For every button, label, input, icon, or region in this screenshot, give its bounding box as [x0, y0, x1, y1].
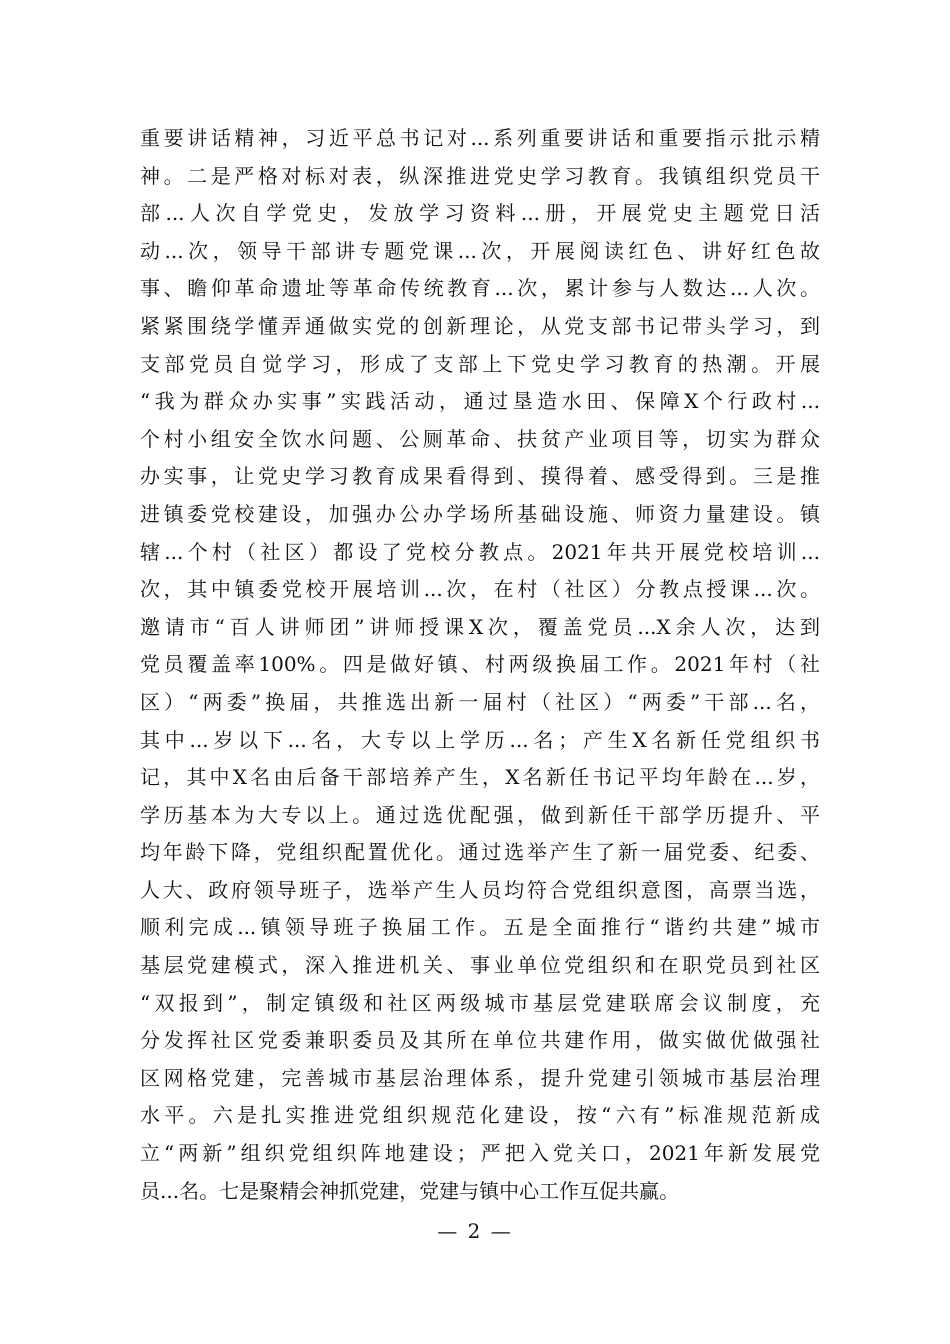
text-line: “双报到”，制定镇级和社区两级城市基层党建联席会议制度，充 — [140, 990, 820, 1015]
text-line: 人大、政府领导班子，选举产生人员均符合党组织意图，高票当选， — [140, 877, 820, 902]
text-line: 顺利完成...镇领导班子换届工作。五是全面推行“谐约共建”城市 — [140, 915, 820, 940]
text-line: 辖...个村（社区）都设了党校分教点。2021年共开展党校培训... — [140, 539, 820, 564]
text-line: 均年龄下降，党组织配置优化。通过选举产生了新一届党委、纪委、 — [140, 840, 820, 865]
text-line: 动...次，领导干部讲专题党课...次，开展阅读红色、讲好红色故 — [140, 238, 820, 263]
text-line: 基层党建模式，深入推进机关、事业单位党组织和在职党员到社区 — [140, 953, 820, 978]
text-line: 党员覆盖率100%。四是做好镇、村两级换届工作。2021年村（社 — [140, 652, 820, 677]
body-paragraph — [140, 120, 820, 1210]
text-line: 办实事，让党史学习教育成果看得到、摸得着、感受得到。三是推 — [140, 464, 820, 489]
text-line: 进镇委党校建设，加强办公办学场所基础设施、师资力量建设。镇 — [140, 501, 820, 526]
text-line: 次，其中镇委党校开展培训...次，在村（社区）分教点授课...次。 — [140, 577, 820, 602]
text-line: 紧紧围绕学懂弄通做实党的创新理论，从党支部书记带头学习，到 — [140, 313, 820, 338]
text-line: 分发挥社区党委兼职委员及其所在单位共建作用，做实做优做强社 — [140, 1028, 820, 1053]
text-line: 个村小组安全饮水问题、公厕革命、扶贫产业项目等，切实为群众 — [140, 426, 820, 451]
text-line: 水平。六是扎实推进党组织规范化建设，按“六有”标准规范新成 — [140, 1103, 820, 1128]
text-line: 部...人次自学党史，发放学习资料...册，开展党史主题党日活 — [140, 201, 820, 226]
text-line: 区网格党建，完善城市基层治理体系，提升党建引领城市基层治理 — [140, 1065, 820, 1090]
text-line: “我为群众办实事”实践活动，通过垦造水田、保障X个行政村... — [140, 389, 820, 414]
text-line: 重要讲话精神，习近平总书记对...系列重要讲话和重要指示批示精 — [140, 126, 820, 150]
page-number: — 2 — — [437, 1219, 513, 1243]
text-line: 员...名。七是聚精会神抓党建，党建与镇中心工作互促共赢。 — [140, 1178, 680, 1203]
text-line: 神。二是严格对标对表，纵深推进党史学习教育。我镇组织党员干 — [140, 163, 820, 188]
text-line: 立“两新”组织党组织阵地建设；严把入党关口，2021年新发展党 — [140, 1141, 820, 1166]
text-line: 事、瞻仰革命遗址等革命传统教育...次，累计参与人数达...人次。 — [140, 276, 820, 301]
text-line: 学历基本为大专以上。通过选优配强，做到新任干部学历提升、平 — [140, 802, 820, 827]
text-line: 邀请市“百人讲师团”讲师授课X次，覆盖党员...X余人次，达到 — [140, 614, 820, 639]
text-line: 支部党员自觉学习，形成了支部上下党史学习教育的热潮。开展 — [140, 351, 820, 376]
text-line: 其中...岁以下...名，大专以上学历...名；产生X名新任党组织书 — [140, 727, 820, 752]
text-line: 记，其中X名由后备干部培养产生，X名新任书记平均年龄在...岁， — [140, 765, 820, 790]
text-line: 区）“两委”换届，共推选出新一届村（社区）“两委”干部...名， — [140, 689, 820, 714]
